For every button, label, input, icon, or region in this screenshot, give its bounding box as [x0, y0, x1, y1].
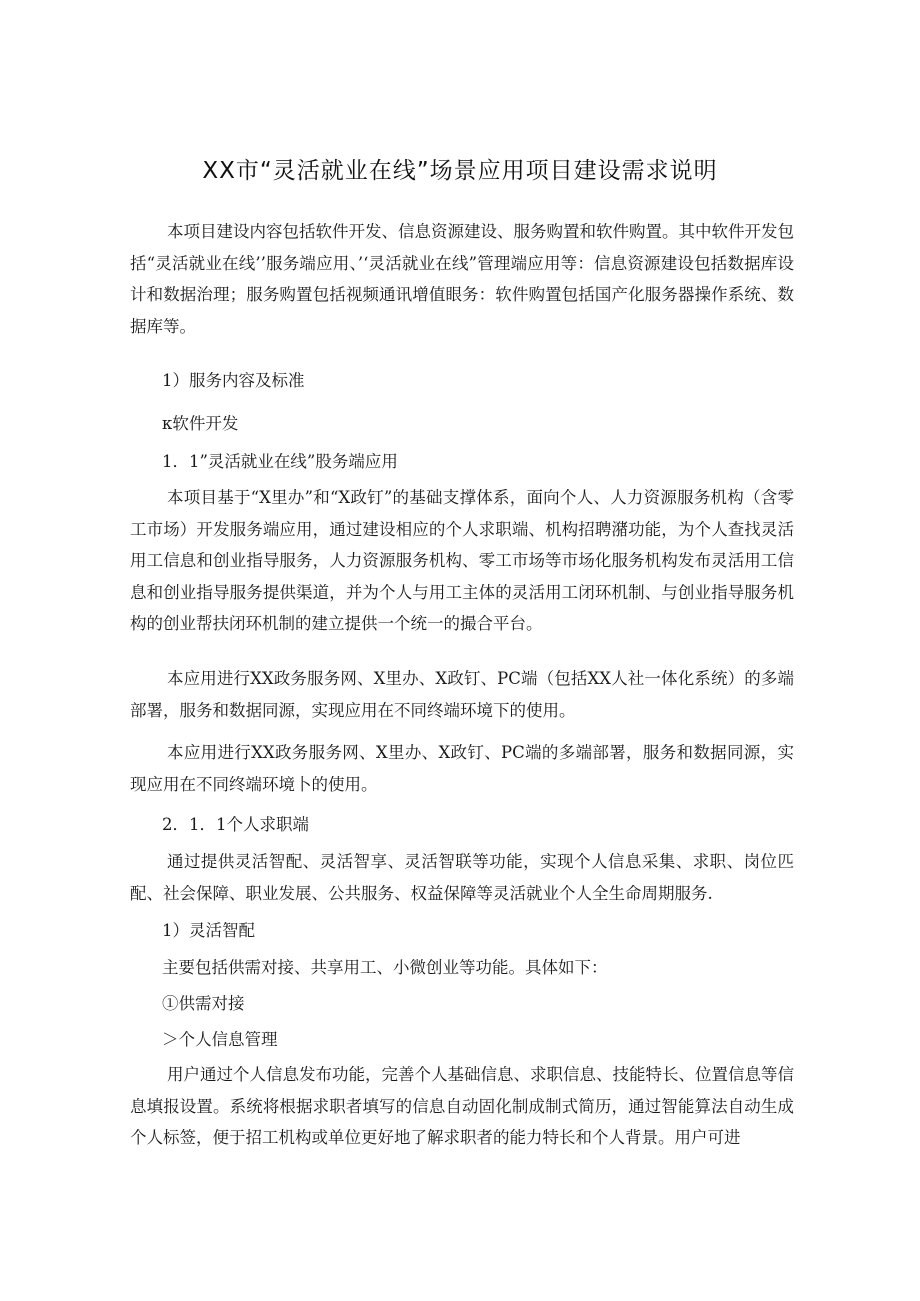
section-heading-smart: 1）灵活智配 [162, 921, 255, 940]
item-supply: ①供需对接 [162, 994, 245, 1013]
section-heading-service: 1）服务内容及标准 [162, 371, 305, 390]
section-heading-1-1: 1．1”灵活就业在线”股务端应用 [162, 452, 398, 471]
paragraph-deploy-2: 本应用进行XX政务服务网、X里办、X政钉、PC端的多端部署，服务和数据同源，实现应用在不同终端环境卜的使用。 [130, 743, 794, 794]
paragraph-user: 用户通过个人信息发布功能，完善个人基础信息、求职信息、技能特长、位置信息等信息填报设置。系统将根据求职者填写的信息自动固化制成制式简历，通过智能算法自动生成个人标签，便于招工机构或单位更好地了解求职者的能力特长和个人背景。用户可进 [130, 1065, 794, 1147]
document-title: XX市“灵活就业在线”场景应用项目建设需求说明 [202, 158, 718, 184]
paragraph-basis: 本项目基于“X里办”和“X政钉”的基础支撑体系，面向个人、人力资源服务机构（含零工市场）开发服务端应用，通过建设相应的个人求职端、机构招聘潴功能，为个人查找灵活用工信息和创业指导服务，人力资源服务机构、零工市场等市场化服务机构发布灵活用工信息和创业指导服务提供渠道，并为个人与用工主体的灵活用工闭环机制、与创业指导服务机构的创业帮扶闭环机制的建立提供一个统一的撮合平台。 [130, 488, 794, 633]
paragraph-jobseek: 通过提供灵活智配、灵活智享、灵活智联等功能，实现个人信息采集、求职、岗位匹配、社会保障、职业发展、公共服务、权益保障等灵活就业个人全生命周期服务. [130, 852, 794, 903]
section-heading-software: κ软件开发 [162, 414, 239, 433]
intro-paragraph: 本项目建设内容包括软件开发、信息资源建设、服务购置和软件购置。其中软件开发包括“灵活就业在线’’服务端应用、’‘灵活就业在线”管理端应用等：信息资源建设包括数据库设计和数据治理；服务购置包括视频通讯增值眼务：软件购置包括国产化服务器操作系统、数据库等。 [130, 222, 794, 336]
section-heading-2-1-1: 2．1．1个人求职端 [162, 815, 309, 834]
item-personal: ＞个人信息管理 [162, 1030, 278, 1049]
paragraph-main: 主要包括供需对接、共享用工、小微创业等功能。具体如下： [162, 958, 608, 977]
paragraph-deploy-1: 本应用进行XX政务服务网、X里办、X政钉、PC端（包括XX人社一体化系统）的多端部署，服务和数据同源，实现应用在不同终端环境下的使用。 [130, 669, 794, 720]
